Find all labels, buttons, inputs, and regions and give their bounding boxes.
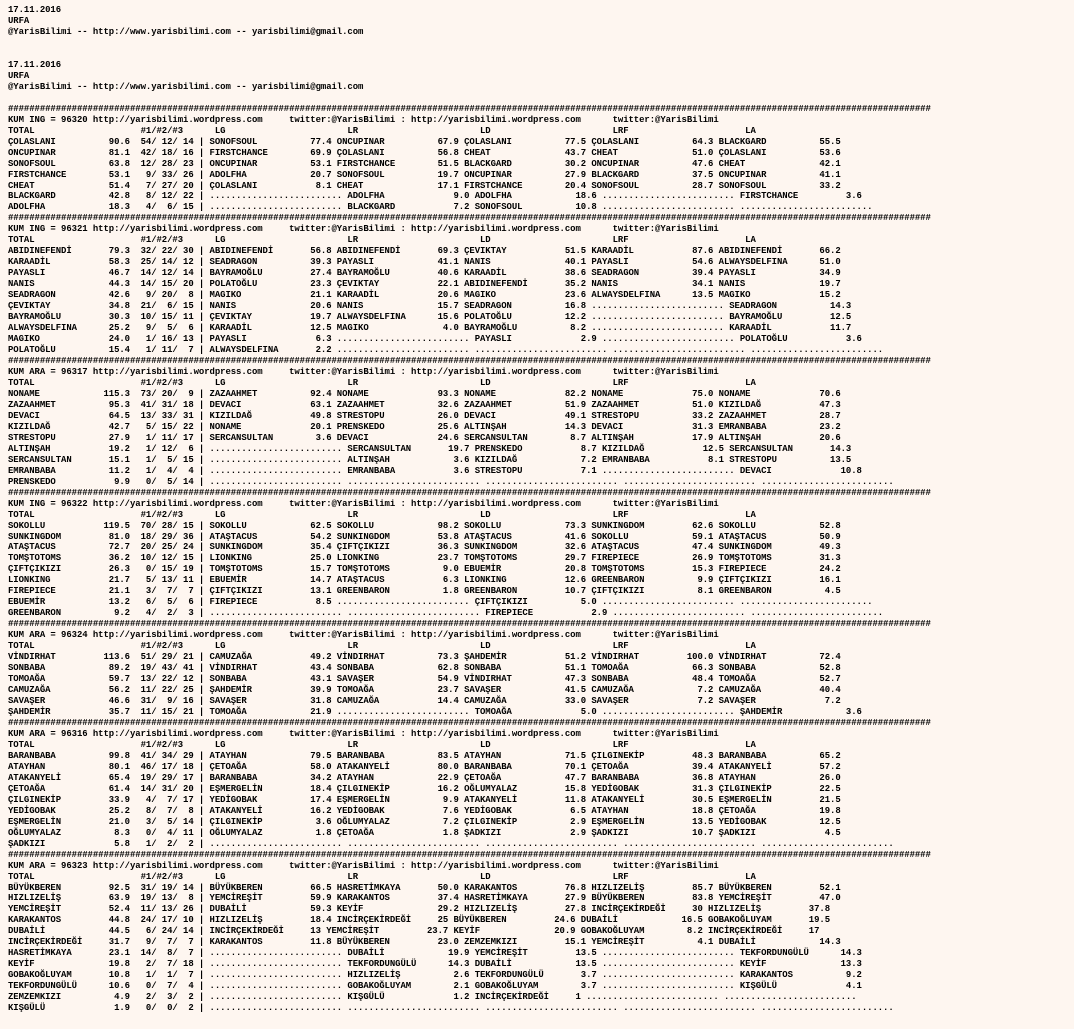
column-header: TOTAL #1/#2/#3 LG LR LD LRF LA [8, 377, 756, 388]
race-row: ABIDINEFENDİ 79.3 32/ 22/ 30 | ABIDINEFENDİ 56.8 ABIDINEFENDİ 69.3 ÇEVIKTAY 51.5 KARAADİL 87.6 ABIDINEFENDİ 66.2 [8, 246, 841, 257]
section-separator: ############################################################################################################################################################################## [8, 487, 931, 498]
race-row: EBUEMİR 13.2 6/ 5/ 6 | FIREPIECE 8.5 ......................... ÇIFTÇIKIZI 5.0 ......................... ......................... [8, 597, 873, 608]
race-row: EŞMERGELİN 21.0 3/ 5/ 14 | ÇILGINEKİP 3.6 OĞLUMYALAZ 7.2 ÇILGINEKİP 2.9 EŞMERGELİN 13.5 YEDİGOBAK 12.5 [8, 816, 841, 827]
race-row: VİNDIRHAT 113.6 51/ 29/ 21 | CAMUZAĞA 49.2 VİNDIRHAT 73.3 ŞAHDEMİR 51.2 VİNDIRHAT 100.0 VİNDIRHAT 72.4 [8, 652, 841, 663]
section-separator: ############################################################################################################################################################################## [8, 717, 931, 728]
race-title: KUM ING = 96322 http://yarisbilimi.wordpress.com twitter:@YarisBilimi : http://yarisbilimi.wordpress.com twitter:@YarisBilimi [8, 498, 719, 509]
race-title: KUM ING = 96320 http://yarisbilimi.wordpress.com twitter:@YarisBilimi : http://yarisbilimi.wordpress.com twitter:@YarisBilimi [8, 114, 719, 125]
race-row: ATAYHAN 80.1 46/ 17/ 18 | ÇETOAĞA 58.0 ATAKANYELİ 80.0 BARANBABA 70.1 ÇETOAĞA 39.4 ATAKANYELİ 57.2 [8, 761, 841, 772]
race-row: DUBAİLİ 44.5 6/ 24/ 14 | INCİRÇEKİRDEĞİ 13 YEMCİREŞİT 23.7 KEYİF 20.9 GOBAKOĞLUYAM 8.2 INCİRÇEKİRDEĞİ 17 [8, 926, 820, 937]
report-contact: @YarisBilimi -- http://www.yarisbilimi.com -- yarisbilimi@gmail.com [8, 81, 364, 92]
column-header: TOTAL #1/#2/#3 LG LR LD LRF LA [8, 641, 756, 652]
column-header: TOTAL #1/#2/#3 LG LR LD LRF LA [8, 235, 756, 246]
race-row: TOMŞTOTOMS 36.2 10/ 12/ 15 | LIONKING 25.0 LIONKING 23.7 TOMŞTOTOMS 29.7 FIREPIECE 26.9 TOMŞTOTOMS 31.3 [8, 553, 841, 564]
race-row: PAYASLI 46.7 14/ 12/ 14 | BAYRAMOĞLU 27.4 BAYRAMOĞLU 40.6 KARAADİL 38.6 SEADRAGON 39.4 PAYASLI 34.9 [8, 268, 841, 279]
race-row: INCİRÇEKİRDEĞİ 31.7 9/ 7/ 7 | KARAKANTOS 11.8 BÜYÜKBEREN 23.0 ZEMZEMKIZI 15.1 YEMCİREŞİT 4.1 DUBAİLİ 14.3 [8, 937, 841, 948]
race-row: POLATOĞLU 15.4 1/ 11/ 7 | ALWAYSDELFINA 2.2 ......................... ......................... ......................... ......................... [8, 345, 884, 356]
race-row: SEADRAGON 42.6 9/ 20/ 8 | MAGIKO 21.1 KARAADİL 20.6 MAGIKO 23.6 ALWAYSDELFINA 13.5 MAGIKO 15.2 [8, 290, 841, 301]
race-row: KARAKANTOS 44.8 24/ 17/ 10 | HIZLIZELİŞ 18.4 INCİRÇEKİRDEĞİ 25 BÜYÜKBEREN 24.6 DUBAİLİ 16.5 GOBAKOĞLUYAM 19.5 [8, 915, 831, 926]
section-separator: ############################################################################################################################################################################## [8, 356, 931, 366]
race-row: ÇILGINEKİP 33.9 4/ 7/ 17 | YEDİGOBAK 17.4 EŞMERGELİN 9.9 ATAKANYELİ 11.8 ATAKANYELİ 30.5 EŞMERGELİN 21.5 [8, 794, 841, 805]
race-title: KUM ARA = 96324 http://yarisbilimi.wordpress.com twitter:@YarisBilimi : http://yarisbilimi.wordpress.com twitter:@YarisBilimi [8, 630, 719, 641]
race-row: GOBAKOĞLUYAM 10.8 1/ 1/ 7 | ......................... HIZLIZELİŞ 2.6 TEKFORDUNGÜLÜ 3.7 ......................... KARAKANTOS 9.2 [8, 970, 862, 981]
race-row: MAGIKO 24.0 1/ 16/ 13 | PAYASLI 6.3 ......................... PAYASLI 2.9 ......................... POLATOĞLU 3.6 [8, 334, 862, 345]
race-row: ALWAYSDELFINA 25.2 9/ 5/ 6 | KARAADİL 12.5 MAGIKO 4.0 BAYRAMOĞLU 8.2 ......................... KARAADİL 11.7 [8, 323, 852, 334]
race-row: NANIS 44.3 14/ 15/ 20 | POLATOĞLU 23.3 ÇEVIKTAY 22.1 ABIDINEFENDİ 35.2 NANIS 34.1 NANIS 19.7 [8, 279, 841, 290]
report-location: URFA [8, 15, 30, 26]
race-row: STRESTOPU 27.9 1/ 11/ 17 | SERCANSULTAN 3.6 DEVACI 24.6 SERCANSULTAN 8.7 ALTINŞAH 17.9 ALTINŞAH 20.6 [8, 432, 841, 443]
report-date: 17.11.2016 [8, 59, 62, 70]
race-row: SOKOLLU 119.5 70/ 28/ 15 | SOKOLLU 62.5 SOKOLLU 98.2 SOKOLLU 73.3 SUNKINGDOM 62.6 SOKOLLU 52.8 [8, 520, 841, 531]
race-row: PRENSKEDO 9.9 0/ 5/ 14 | ......................... ......................... ......................... ......................... ......................... [8, 476, 894, 487]
race-row: SUNKINGDOM 81.0 18/ 29/ 36 | ATAŞTACUS 54.2 SUNKINGDOM 53.8 ATAŞTACUS 41.6 SOKOLLU 59.1 ATAŞTACUS 50.9 [8, 531, 841, 542]
race-title: KUM ING = 96321 http://yarisbilimi.wordpress.com twitter:@YarisBilimi : http://yarisbilimi.wordpress.com twitter:@YarisBilimi [8, 224, 719, 235]
race-row: TOMOAĞA 59.7 13/ 22/ 12 | SONBABA 43.1 SAVAŞER 54.9 VİNDIRHAT 47.3 SONBABA 48.4 TOMOAĞA 52.7 [8, 674, 841, 685]
blank-line [8, 49, 1070, 60]
section-separator: ############################################################################################################################################################################## [8, 213, 931, 224]
report-location: URFA [8, 70, 30, 81]
race-row: DEVACI 64.5 13/ 33/ 31 | KIZILDAĞ 49.8 STRESTOPU 26.0 DEVACI 49.1 STRESTOPU 33.2 ZAZAAHMET 28.7 [8, 410, 841, 421]
section-separator: ############################################################################################################################################################################## [8, 103, 931, 114]
race-row: FIRSTCHANCE 53.1 9/ 33/ 26 | ADOLFHA 20.7 SONOFSOUL 19.7 ONCUPINAR 27.9 BLACKGARD 37.5 ONCUPINAR 41.1 [8, 169, 841, 180]
column-header: TOTAL #1/#2/#3 LG LR LD LRF LA [8, 125, 756, 136]
race-row: ONCUPINAR 81.1 42/ 18/ 16 | FIRSTCHANCE 69.9 ÇOLASLANI 56.8 CHEAT 43.7 CHEAT 51.0 ÇOLASLANI 53.6 [8, 147, 841, 158]
race-row: BÜYÜKBEREN 92.5 31/ 19/ 14 | BÜYÜKBEREN 66.5 HASRETİMKAYA 50.0 KARAKANTOS 76.8 HIZLIZELİŞ 85.7 BÜYÜKBEREN 52.1 [8, 882, 841, 893]
race-row: ÇIFTÇIKIZI 26.3 0/ 15/ 19 | TOMŞTOTOMS 15.7 TOMŞTOTOMS 9.0 EBUEMİR 20.8 TOMŞTOTOMS 15.3 FIREPIECE 24.2 [8, 564, 841, 575]
race-row: LIONKING 21.7 5/ 13/ 11 | EBUEMİR 14.7 ATAŞTACUS 6.3 LIONKING 12.6 GREENBARON 9.9 ÇIFTÇIKIZI 16.1 [8, 575, 841, 586]
section-separator: ############################################################################################################################################################################## [8, 619, 931, 630]
race-title: KUM ARA = 96323 http://yarisbilimi.wordpress.com twitter:@YarisBilimi : http://yarisbilimi.wordpress.com twitter:@YarisBilimi [8, 860, 719, 871]
race-row: ZAZAAHMET 95.3 41/ 31/ 18 | DEVACI 63.1 ZAZAAHMET 32.6 ZAZAAHMET 51.9 ZAZAAHMET 51.0 KIZILDAĞ 47.3 [8, 399, 841, 410]
race-sections [8, 104, 1070, 1014]
report-contact: @YarisBilimi -- http://www.yarisbilimi.com -- yarisbilimi@gmail.com [8, 26, 364, 37]
race-row: KARAADİL 58.3 25/ 14/ 12 | SEADRAGON 39.3 PAYASLI 41.1 NANIS 40.1 PAYASLI 54.6 ALWAYSDELFINA 51.0 [8, 257, 841, 268]
race-row: SAVAŞER 46.6 31/ 9/ 16 | SAVAŞER 31.8 CAMUZAĞA 14.4 CAMUZAĞA 33.0 SAVAŞER 7.2 SAVAŞER 7.2 [8, 696, 841, 707]
race-row: EMRANBABA 11.2 1/ 4/ 4 | ......................... EMRANBABA 3.6 STRESTOPU 7.1 ......................... DEVACI 10.8 [8, 465, 862, 476]
column-header: TOTAL #1/#2/#3 LG LR LD LRF LA [8, 739, 756, 750]
race-row: ŞADKIZI 5.8 1/ 2/ 2 | ......................... ......................... ......................... ......................... ......................... [8, 838, 894, 849]
race-row: ÇETOAĞA 61.4 14/ 31/ 20 | EŞMERGELİN 18.4 ÇILGINEKİP 16.2 OĞLUMYALAZ 15.8 YEDİGOBAK 31.3 ÇILGINEKİP 22.5 [8, 783, 841, 794]
race-row: YEDİGOBAK 25.2 8/ 7/ 8 | ATAKANYELİ 16.2 YEDİGOBAK 7.6 YEDİGOBAK 6.5 ATAYHAN 18.8 ÇETOAĞA 19.8 [8, 805, 841, 816]
race-row: TEKFORDUNGÜLÜ 10.6 0/ 7/ 4 | ......................... GOBAKOĞLUYAM 2.1 GOBAKOĞLUYAM 3.7 ......................... KIŞGÜLÜ 4.1 [8, 981, 862, 992]
section-separator: ############################################################################################################################################################################## [8, 849, 931, 860]
race-row: OĞLUMYALAZ 8.3 0/ 4/ 11 | OĞLUMYALAZ 1.8 ÇETOAĞA 1.8 ŞADKIZI 2.9 ŞADKIZI 10.7 ŞADKIZI 4.5 [8, 827, 841, 838]
race-row: ÇEVIKTAY 34.8 21/ 6/ 15 | NANIS 20.6 NANIS 15.7 SEADRAGON 16.8 ......................... SEADRAGON 14.3 [8, 301, 852, 312]
race-row: ATAKANYELİ 65.4 19/ 29/ 17 | BARANBABA 34.2 ATAYHAN 22.9 ÇETOAĞA 47.7 BARANBABA 36.8 ATAYHAN 26.0 [8, 772, 841, 783]
race-row: FIREPIECE 21.1 3/ 7/ 7 | ÇIFTÇIKIZI 13.1 GREENBARON 1.8 GREENBARON 10.7 ÇIFTÇIKIZI 8.1 GREENBARON 4.5 [8, 586, 841, 597]
race-row: YEMCİREŞİT 52.4 11/ 13/ 26 | DUBAİLİ 59.3 KEYİF 29.2 HIZLIZELİŞ 27.8 INCİRÇEKİRDEĞİ 30 HIZLIZELİŞ 37.8 [8, 904, 831, 915]
race-row: SONOFSOUL 63.8 12/ 28/ 23 | ONCUPINAR 53.1 FIRSTCHANCE 51.5 BLACKGARD 30.2 ONCUPINAR 47.6 CHEAT 42.1 [8, 158, 841, 169]
race-row: KIZILDAĞ 42.7 5/ 15/ 22 | NONAME 20.1 PRENSKEDO 25.6 ALTINŞAH 14.3 DEVACI 31.3 EMRANBABA 23.2 [8, 421, 841, 432]
race-row: ALTINŞAH 19.2 1/ 12/ 6 | ......................... SERCANSULTAN 19.7 PRENSKEDO 8.7 KIZILDAĞ 12.5 SERCANSULTAN 14.3 [8, 443, 852, 454]
race-row: BLACKGARD 42.8 8/ 12/ 22 | ......................... ADOLFHA 9.0 ADOLFHA 18.6 ......................... FIRSTCHANCE 3.6 [8, 191, 862, 202]
race-row: GREENBARON 9.2 4/ 2/ 3 | ......................... ......................... FIREPIECE 2.9 ......................... ......................... [8, 608, 884, 619]
race-row: ZEMZEMKIZI 4.9 2/ 3/ 2 | ......................... KIŞGÜLÜ 1.2 INCİRÇEKİRDEĞİ 1 ......................... ......................... [8, 992, 857, 1003]
race-row: HIZLIZELİŞ 63.9 19/ 13/ 8 | YEMCİREŞİT 59.9 KARAKANTOS 37.4 HASRETİMKAYA 27.9 BÜYÜKBEREN 83.8 YEMCİREŞİT 47.0 [8, 893, 841, 904]
race-row: SERCANSULTAN 15.1 1/ 5/ 15 | ......................... ALTINŞAH 3.6 KIZILDAĞ 7.2 EMRANBABA 8.1 STRESTOPU 13.5 [8, 454, 852, 465]
column-header: TOTAL #1/#2/#3 LG LR LD LRF LA [8, 871, 756, 882]
race-row: HASRETİMKAYA 23.1 14/ 8/ 7 | ......................... DUBAİLİ 19.9 YEMCİREŞİT 13.5 ......................... TEKFORDUNGÜLÜ 14.3 [8, 948, 862, 959]
race-row: ADOLFHA 18.3 4/ 6/ 15 | ......................... BLACKGARD 7.2 SONOFSOUL 10.8 ......................... ......................... [8, 202, 873, 213]
race-row: CHEAT 51.4 7/ 27/ 20 | ÇOLASLANI 8.1 CHEAT 17.1 FIRSTCHANCE 20.4 SONOFSOUL 28.7 SONOFSOUL 33.2 [8, 180, 841, 191]
race-title: KUM ARA = 96317 http://yarisbilimi.wordpress.com twitter:@YarisBilimi : http://yarisbilimi.wordpress.com twitter:@YarisBilimi [8, 366, 719, 377]
race-row: KIŞGÜLÜ 1.9 0/ 0/ 2 | ......................... ......................... ......................... ......................... ......................... [8, 1003, 894, 1014]
race-row: BARANBABA 99.8 41/ 34/ 29 | ATAYHAN 79.5 BARANBABA 83.5 ATAYHAN 71.5 ÇILGINEKİP 48.3 BARANBABA 65.2 [8, 750, 841, 761]
report-date: 17.11.2016 [8, 5, 62, 15]
race-row: BAYRAMOĞLU 30.3 10/ 15/ 11 | ÇEVIKTAY 19.7 ALWAYSDELFINA 15.6 POLATOĞLU 12.2 ......................... BAYRAMOĞLU 12.5 [8, 312, 852, 323]
report-document [8, 5, 1070, 1014]
column-header: TOTAL #1/#2/#3 LG LR LD LRF LA [8, 509, 756, 520]
blank-line [8, 38, 1070, 49]
blank-line [8, 93, 1070, 104]
race-title: KUM ARA = 96316 http://yarisbilimi.wordpress.com twitter:@YarisBilimi : http://yarisbilimi.wordpress.com twitter:@YarisBilimi [8, 728, 719, 739]
race-row: SONBABA 89.2 19/ 43/ 41 | VİNDIRHAT 43.4 SONBABA 62.8 SONBABA 51.1 TOMOAĞA 66.3 SONBABA 52.8 [8, 663, 841, 674]
race-row: ÇOLASLANI 90.6 54/ 12/ 14 | SONOFSOUL 77.4 ONCUPINAR 67.9 ÇOLASLANI 77.5 ÇOLASLANI 64.3 BLACKGARD 55.5 [8, 136, 841, 147]
race-row: CAMUZAĞA 56.2 11/ 22/ 25 | ŞAHDEMİR 39.9 TOMOAĞA 23.7 SAVAŞER 41.5 CAMUZAĞA 7.2 CAMUZAĞA 40.4 [8, 685, 841, 696]
race-row: KEYİF 19.8 2/ 7/ 18 | ......................... TEKFORDUNGÜLÜ 14.3 DUBAİLİ 13.5 ......................... KEYİF 13.3 [8, 959, 862, 970]
race-row: ATAŞTACUS 72.7 20/ 25/ 24 | SUNKINGDOM 35.4 ÇIFTÇIKIZI 36.3 SUNKINGDOM 32.6 ATAŞTACUS 47.4 SUNKINGDOM 49.3 [8, 542, 841, 553]
race-row: ŞAHDEMİR 35.7 11/ 15/ 21 | TOMOAĞA 21.9 ......................... TOMOAĞA 5.0 ......................... ŞAHDEMİR 3.6 [8, 707, 862, 717]
race-row: NONAME 115.3 73/ 20/ 9 | ZAZAAHMET 92.4 NONAME 93.3 NONAME 82.2 NONAME 75.0 NONAME 70.6 [8, 388, 841, 399]
